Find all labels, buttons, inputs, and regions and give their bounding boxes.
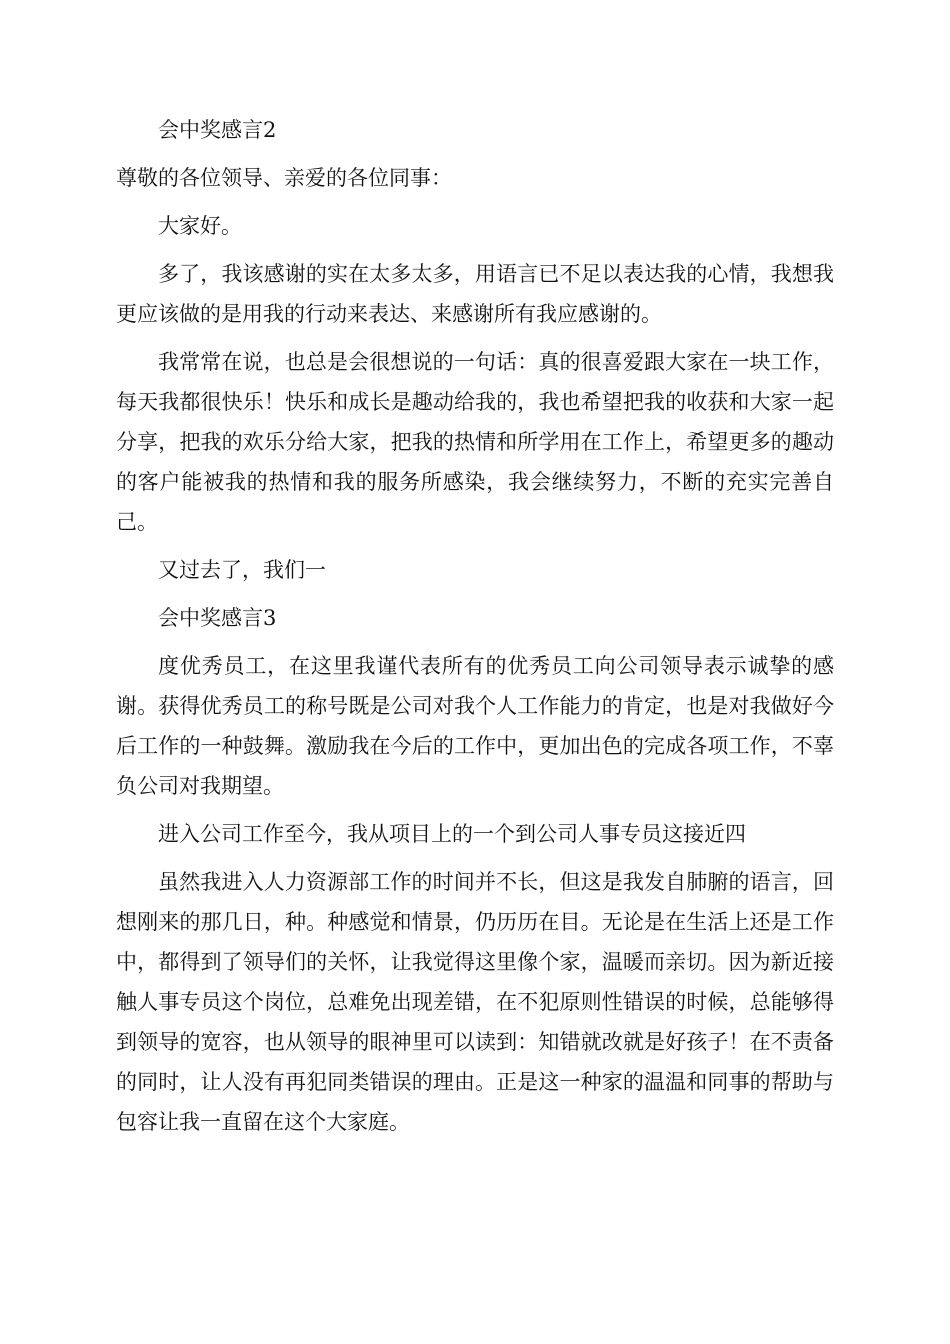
paragraph-body: 虽然我进入人力资源部工作的时间并不长，但这是我发自肺腑的语言，回想刚来的那几日，种。种感觉和情景，仍历历在目。无论是在生活上还是工作中，都得到了领导们的关怀，让我觉得这里像个家，温暖而亲切。因为新近接触人事专员这个岗位，总难免出现差错，在不犯原则性错误的时候，总能够得到领导的宽容，也从领导的眼神里可以读到：知错就改就是好孩子！在不责备的同时，让人没有再犯同类错误的理由。正是这一种家的温温和同事的帮助与包容让我一直留在这个大家庭。	[116, 870, 834, 1134]
paragraph-salutation: 尊敬的各位领导、亲爱的各位同事：	[116, 166, 452, 190]
paragraph-body: 又过去了，我们一	[158, 558, 326, 582]
paragraph-body: 我常常在说，也总是会很想说的一句话：真的很喜爱跟大家在一块工作，每天我都很快乐！快乐和成长是趣动给我的，我也希望把我的收获和大家一起分享，把我的欢乐分给大家，把我的热情和所学用在工作上，希望更多的趣动的客户能被我的热情和我的服务所感染，我会继续努力，不断的充实完善自己。	[116, 350, 834, 534]
paragraph-body: 度优秀员工，在这里我谨代表所有的优秀员工向公司领导表示诚挚的感谢。获得优秀员工的称号既是公司对我个人工作能力的肯定，也是对我做好今后工作的一种鼓舞。激励我在今后的工作中，更加出色的完成各项工作，不辜负公司对我期望。	[116, 654, 834, 798]
paragraph-heading-3: 会中奖感言3	[158, 606, 277, 630]
paragraph-body: 多了，我该感谢的实在太多太多，用语言已不足以表达我的心情，我想我更应该做的是用我的行动来表达、来感谢所有我应感谢的。	[116, 262, 834, 326]
paragraph-heading-2: 会中奖感言2	[158, 118, 277, 142]
document-body	[116, 110, 834, 1150]
paragraph-greeting: 大家好。	[158, 214, 242, 238]
paragraph-body: 进入公司工作至今，我从项目上的一个到公司人事专员这接近四	[158, 822, 746, 846]
